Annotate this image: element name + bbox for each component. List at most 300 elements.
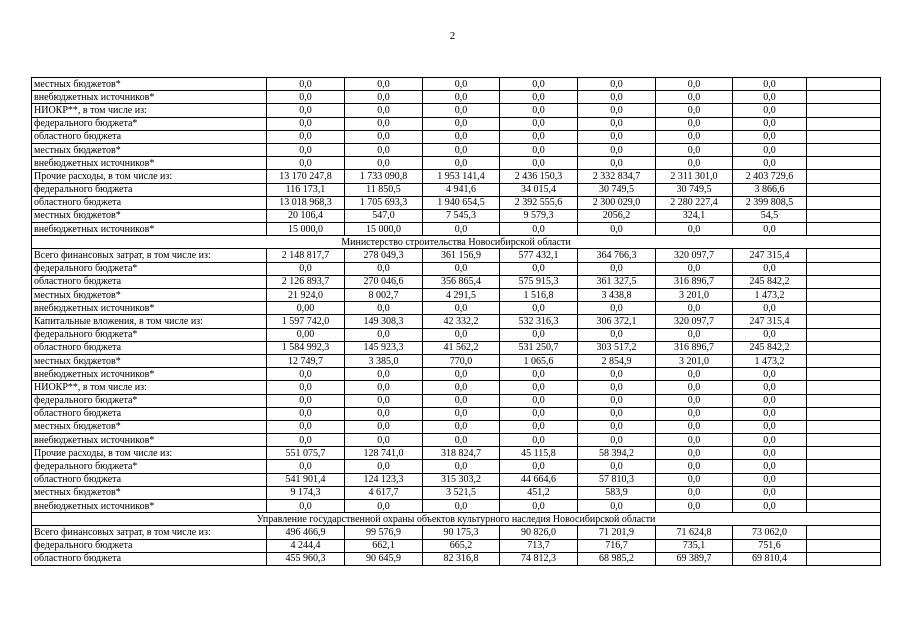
value-cell: 583,9 [578,486,656,499]
value-cell: 0,0 [423,262,500,275]
value-cell: 496 466,9 [267,526,345,539]
table-row [32,117,881,130]
value-cell: 2 854,9 [578,354,656,367]
empty-cell [807,552,881,565]
value-cell: 1 597 742,0 [267,315,345,328]
value-cell: 1 733 090,8 [345,170,423,183]
value-cell: 0,0 [656,368,733,381]
empty-cell [807,91,881,104]
value-cell: 4 941,6 [423,183,500,196]
row-label: внебюджетных источников* [32,500,267,513]
table-row [32,157,881,170]
value-cell: 0,0 [656,420,733,433]
value-cell: 69 810,4 [733,552,807,565]
empty-cell [807,104,881,117]
value-cell: 0,0 [733,91,807,104]
value-cell: 0,0 [578,143,656,156]
value-cell: 0,0 [345,117,423,130]
value-cell: 0,0 [733,368,807,381]
value-cell: 364 766,3 [578,249,656,262]
value-cell: 145 923,3 [345,341,423,354]
row-label: федерального бюджета* [32,262,267,275]
value-cell: 320 097,7 [656,315,733,328]
row-label: внебюджетных источников* [32,368,267,381]
value-cell: 41 562,2 [423,341,500,354]
value-cell: 0,0 [423,78,500,91]
value-cell: 0,0 [578,157,656,170]
value-cell: 245 842,2 [733,341,807,354]
value-cell: 0,0 [656,130,733,143]
value-cell: 1 705 693,3 [345,196,423,209]
value-cell: 0,0 [345,262,423,275]
row-label: Всего финансовых затрат, в том числе из: [32,249,267,262]
value-cell: 0,0 [267,394,345,407]
value-cell: 3 521,5 [423,486,500,499]
value-cell: 0,0 [733,328,807,341]
value-cell: 2 332 834,7 [578,170,656,183]
empty-cell [807,434,881,447]
empty-cell [807,117,881,130]
value-cell: 0,0 [267,407,345,420]
value-cell: 0,0 [500,394,578,407]
value-cell: 0,0 [656,104,733,117]
value-cell: 0,0 [345,143,423,156]
table-row [32,486,881,499]
empty-cell [807,249,881,262]
row-label: федерального бюджета* [32,328,267,341]
value-cell: 0,0 [500,328,578,341]
empty-cell [807,196,881,209]
table-row [32,262,881,275]
value-cell: 0,0 [578,460,656,473]
row-label: федерального бюджета* [32,394,267,407]
value-cell: 0,0 [578,420,656,433]
value-cell: 713,7 [500,539,578,552]
table-row [32,473,881,486]
value-cell: 2 300 029,0 [578,196,656,209]
value-cell: 0,0 [267,130,345,143]
section-header-row [32,513,881,526]
value-cell: 116 173,1 [267,183,345,196]
row-label: Прочие расходы, в том числе из: [32,170,267,183]
empty-cell [807,289,881,302]
value-cell: 531 250,7 [500,341,578,354]
value-cell: 0,0 [733,130,807,143]
table-row [32,275,881,288]
value-cell: 2 399 808,5 [733,196,807,209]
value-cell: 2 280 227,4 [656,196,733,209]
value-cell: 0,0 [267,157,345,170]
value-cell: 0,0 [267,434,345,447]
section-title: Министерство строительства Новосибирской области [32,236,881,249]
value-cell: 316 896,7 [656,275,733,288]
empty-cell [807,473,881,486]
value-cell: 0,0 [345,394,423,407]
value-cell: 30 749,5 [578,183,656,196]
row-label: внебюджетных источников* [32,91,267,104]
value-cell: 57 810,3 [578,473,656,486]
value-cell: 541 901,4 [267,473,345,486]
table-row [32,130,881,143]
value-cell: 9 579,3 [500,209,578,222]
row-label: федерального бюджета* [32,460,267,473]
value-cell: 0,0 [423,434,500,447]
value-cell: 2056,2 [578,209,656,222]
value-cell: 0,0 [423,104,500,117]
value-cell: 1 940 654,5 [423,196,500,209]
value-cell: 2 311 301,0 [656,170,733,183]
value-cell: 0,0 [733,447,807,460]
value-cell: 0,0 [578,130,656,143]
value-cell: 551 075,7 [267,447,345,460]
table-row [32,526,881,539]
value-cell: 0,0 [733,223,807,236]
value-cell: 0,0 [656,486,733,499]
empty-cell [807,486,881,499]
value-cell: 0,0 [656,262,733,275]
table-row [32,552,881,565]
table-row [32,170,881,183]
value-cell: 0,0 [345,130,423,143]
value-cell: 0,0 [500,143,578,156]
row-label: Капитальные вложения, в том числе из: [32,315,267,328]
value-cell: 0,0 [500,460,578,473]
value-cell: 0,0 [345,302,423,315]
value-cell: 0,0 [578,104,656,117]
table-row [32,78,881,91]
value-cell: 0,0 [733,473,807,486]
table-row [32,302,881,315]
value-cell: 361 327,5 [578,275,656,288]
value-cell: 316 896,7 [656,341,733,354]
value-cell: 3 385,0 [345,354,423,367]
value-cell: 4 291,5 [423,289,500,302]
value-cell: 0,0 [423,381,500,394]
table-row [32,209,881,222]
value-cell: 0,0 [345,78,423,91]
value-cell: 0,0 [656,91,733,104]
section-header-row [32,236,881,249]
empty-cell [807,394,881,407]
value-cell: 7 545,3 [423,209,500,222]
value-cell: 0,0 [500,302,578,315]
row-label: внебюджетных источников* [32,302,267,315]
value-cell: 0,0 [733,117,807,130]
table-row [32,394,881,407]
value-cell: 0,0 [345,328,423,341]
value-cell: 1 473,2 [733,354,807,367]
value-cell: 0,0 [656,394,733,407]
value-cell: 716,7 [578,539,656,552]
value-cell: 0,0 [656,78,733,91]
row-label: областного бюджета [32,196,267,209]
table-row [32,407,881,420]
value-cell: 320 097,7 [656,249,733,262]
value-cell: 0,0 [500,434,578,447]
value-cell: 124 123,3 [345,473,423,486]
value-cell: 0,0 [733,420,807,433]
empty-cell [807,354,881,367]
value-cell: 1 065,6 [500,354,578,367]
value-cell: 11 850,5 [345,183,423,196]
value-cell: 270 046,6 [345,275,423,288]
value-cell: 42 332,2 [423,315,500,328]
table-row [32,381,881,394]
value-cell: 0,0 [733,302,807,315]
value-cell: 0,0 [733,262,807,275]
row-label: НИОКР**, в том числе из: [32,104,267,117]
value-cell: 0,0 [500,104,578,117]
row-label: местных бюджетов* [32,78,267,91]
row-label: Прочие расходы, в том числе из: [32,447,267,460]
value-cell: 547,0 [345,209,423,222]
value-cell: 0,0 [267,91,345,104]
value-cell: 0,0 [733,78,807,91]
table-row [32,315,881,328]
empty-cell [807,223,881,236]
value-cell: 13 170 247,8 [267,170,345,183]
value-cell: 0,0 [267,117,345,130]
table-body [32,78,881,566]
value-cell: 575 915,3 [500,275,578,288]
table-row [32,328,881,341]
value-cell: 0,0 [656,223,733,236]
value-cell: 0,0 [656,117,733,130]
value-cell: 451,2 [500,486,578,499]
value-cell: 69 389,7 [656,552,733,565]
budget-table [31,77,881,566]
value-cell: 0,0 [267,262,345,275]
value-cell: 0,0 [267,368,345,381]
value-cell: 0,0 [345,381,423,394]
value-cell: 58 394,2 [578,447,656,460]
table-row [32,447,881,460]
value-cell: 303 517,2 [578,341,656,354]
empty-cell [807,420,881,433]
table-row [32,539,881,552]
row-label: внебюджетных источников* [32,157,267,170]
value-cell: 3 866,6 [733,183,807,196]
empty-cell [807,143,881,156]
empty-cell [807,130,881,143]
row-label: местных бюджетов* [32,209,267,222]
value-cell: 0,0 [656,328,733,341]
row-label: областного бюджета [32,130,267,143]
value-cell: 15 000,0 [345,223,423,236]
value-cell: 455 960,3 [267,552,345,565]
value-cell: 0,0 [423,130,500,143]
value-cell: 34 015,4 [500,183,578,196]
value-cell: 0,0 [500,500,578,513]
table-row [32,368,881,381]
value-cell: 0,0 [578,78,656,91]
value-cell: 0,0 [733,486,807,499]
value-cell: 0,0 [578,328,656,341]
value-cell: 0,0 [733,157,807,170]
value-cell: 0,0 [733,460,807,473]
value-cell: 0,0 [345,91,423,104]
value-cell: 770,0 [423,354,500,367]
value-cell: 0,0 [578,407,656,420]
table-row [32,183,881,196]
value-cell: 0,0 [423,328,500,341]
value-cell: 0,0 [267,78,345,91]
row-label: областного бюджета [32,473,267,486]
value-cell: 0,0 [656,407,733,420]
value-cell: 532 316,3 [500,315,578,328]
value-cell: 0,0 [345,500,423,513]
value-cell: 0,0 [578,500,656,513]
value-cell: 0,0 [500,262,578,275]
value-cell: 306 372,1 [578,315,656,328]
row-label: федерального бюджета* [32,117,267,130]
value-cell: 0,0 [656,157,733,170]
table-row [32,196,881,209]
row-label: местных бюджетов* [32,289,267,302]
value-cell: 68 985,2 [578,552,656,565]
value-cell: 71 624,8 [656,526,733,539]
value-cell: 0,0 [656,473,733,486]
value-cell: 0,0 [578,223,656,236]
value-cell: 0,0 [733,104,807,117]
value-cell: 74 812,3 [500,552,578,565]
value-cell: 9 174,3 [267,486,345,499]
value-cell: 0,0 [500,223,578,236]
value-cell: 4 244,4 [267,539,345,552]
value-cell: 2 148 817,7 [267,249,345,262]
value-cell: 0,0 [500,157,578,170]
value-cell: 0,0 [500,381,578,394]
value-cell: 2 436 150,3 [500,170,578,183]
empty-cell [807,78,881,91]
empty-cell [807,315,881,328]
value-cell: 4 617,7 [345,486,423,499]
value-cell: 0,0 [733,381,807,394]
value-cell: 2 126 893,7 [267,275,345,288]
value-cell: 356 865,4 [423,275,500,288]
value-cell: 0,0 [500,78,578,91]
value-cell: 99 576,9 [345,526,423,539]
row-label: областного бюджета [32,275,267,288]
empty-cell [807,341,881,354]
value-cell: 90 175,3 [423,526,500,539]
row-label: областного бюджета [32,407,267,420]
table-row [32,341,881,354]
table-row [32,420,881,433]
value-cell: 0,0 [578,381,656,394]
value-cell: 1 953 141,4 [423,170,500,183]
value-cell: 0,0 [423,500,500,513]
value-cell: 71 201,9 [578,526,656,539]
value-cell: 662,1 [345,539,423,552]
row-label: областного бюджета [32,552,267,565]
empty-cell [807,368,881,381]
value-cell: 0,0 [423,143,500,156]
empty-cell [807,460,881,473]
value-cell: 0,0 [267,104,345,117]
value-cell: 0,0 [578,262,656,275]
row-label: областного бюджета [32,341,267,354]
value-cell: 361 156,9 [423,249,500,262]
value-cell: 0,00 [267,328,345,341]
row-label: местных бюджетов* [32,143,267,156]
value-cell: 3 201,0 [656,289,733,302]
row-label: НИОКР**, в том числе из: [32,381,267,394]
value-cell: 0,00 [267,302,345,315]
value-cell: 0,0 [656,434,733,447]
empty-cell [807,170,881,183]
value-cell: 0,0 [733,434,807,447]
value-cell: 324,1 [656,209,733,222]
row-label: федерального бюджета [32,539,267,552]
value-cell: 0,0 [423,302,500,315]
row-label: местных бюджетов* [32,354,267,367]
table-row [32,104,881,117]
value-cell: 278 049,3 [345,249,423,262]
value-cell: 0,0 [423,368,500,381]
page-number: 2 [449,30,456,42]
value-cell: 0,0 [733,394,807,407]
value-cell: 0,0 [500,91,578,104]
section-title: Управление государственной охраны объектов культурного наследия Новосибирской области [32,513,881,526]
value-cell: 12 749,7 [267,354,345,367]
row-label: местных бюджетов* [32,420,267,433]
empty-cell [807,447,881,460]
value-cell: 0,0 [267,143,345,156]
value-cell: 0,0 [267,500,345,513]
value-cell: 0,0 [733,143,807,156]
table-row [32,223,881,236]
empty-cell [807,183,881,196]
value-cell: 0,0 [500,368,578,381]
value-cell: 8 002,7 [345,289,423,302]
value-cell: 0,0 [500,130,578,143]
value-cell: 0,0 [578,434,656,447]
value-cell: 0,0 [578,302,656,315]
value-cell: 45 115,8 [500,447,578,460]
row-label: внебюджетных источников* [32,223,267,236]
value-cell: 0,0 [656,460,733,473]
value-cell: 0,0 [423,460,500,473]
empty-cell [807,539,881,552]
value-cell: 1 584 992,3 [267,341,345,354]
empty-cell [807,381,881,394]
value-cell: 13 018 968,3 [267,196,345,209]
value-cell: 0,0 [345,157,423,170]
value-cell: 0,0 [423,223,500,236]
row-label: местных бюджетов* [32,486,267,499]
table-row [32,143,881,156]
value-cell: 21 924,0 [267,289,345,302]
row-label: внебюджетных источников* [32,434,267,447]
value-cell: 245 842,2 [733,275,807,288]
row-label: федерального бюджета [32,183,267,196]
empty-cell [807,302,881,315]
value-cell: 247 315,4 [733,315,807,328]
empty-cell [807,209,881,222]
value-cell: 0,0 [500,420,578,433]
value-cell: 0,0 [267,381,345,394]
value-cell: 2 403 729,6 [733,170,807,183]
value-cell: 82 316,8 [423,552,500,565]
value-cell: 1 473,2 [733,289,807,302]
value-cell: 0,0 [733,407,807,420]
value-cell: 577 432,1 [500,249,578,262]
value-cell: 44 664,6 [500,473,578,486]
value-cell: 0,0 [733,500,807,513]
row-label: Всего финансовых затрат, в том числе из: [32,526,267,539]
value-cell: 0,0 [345,460,423,473]
